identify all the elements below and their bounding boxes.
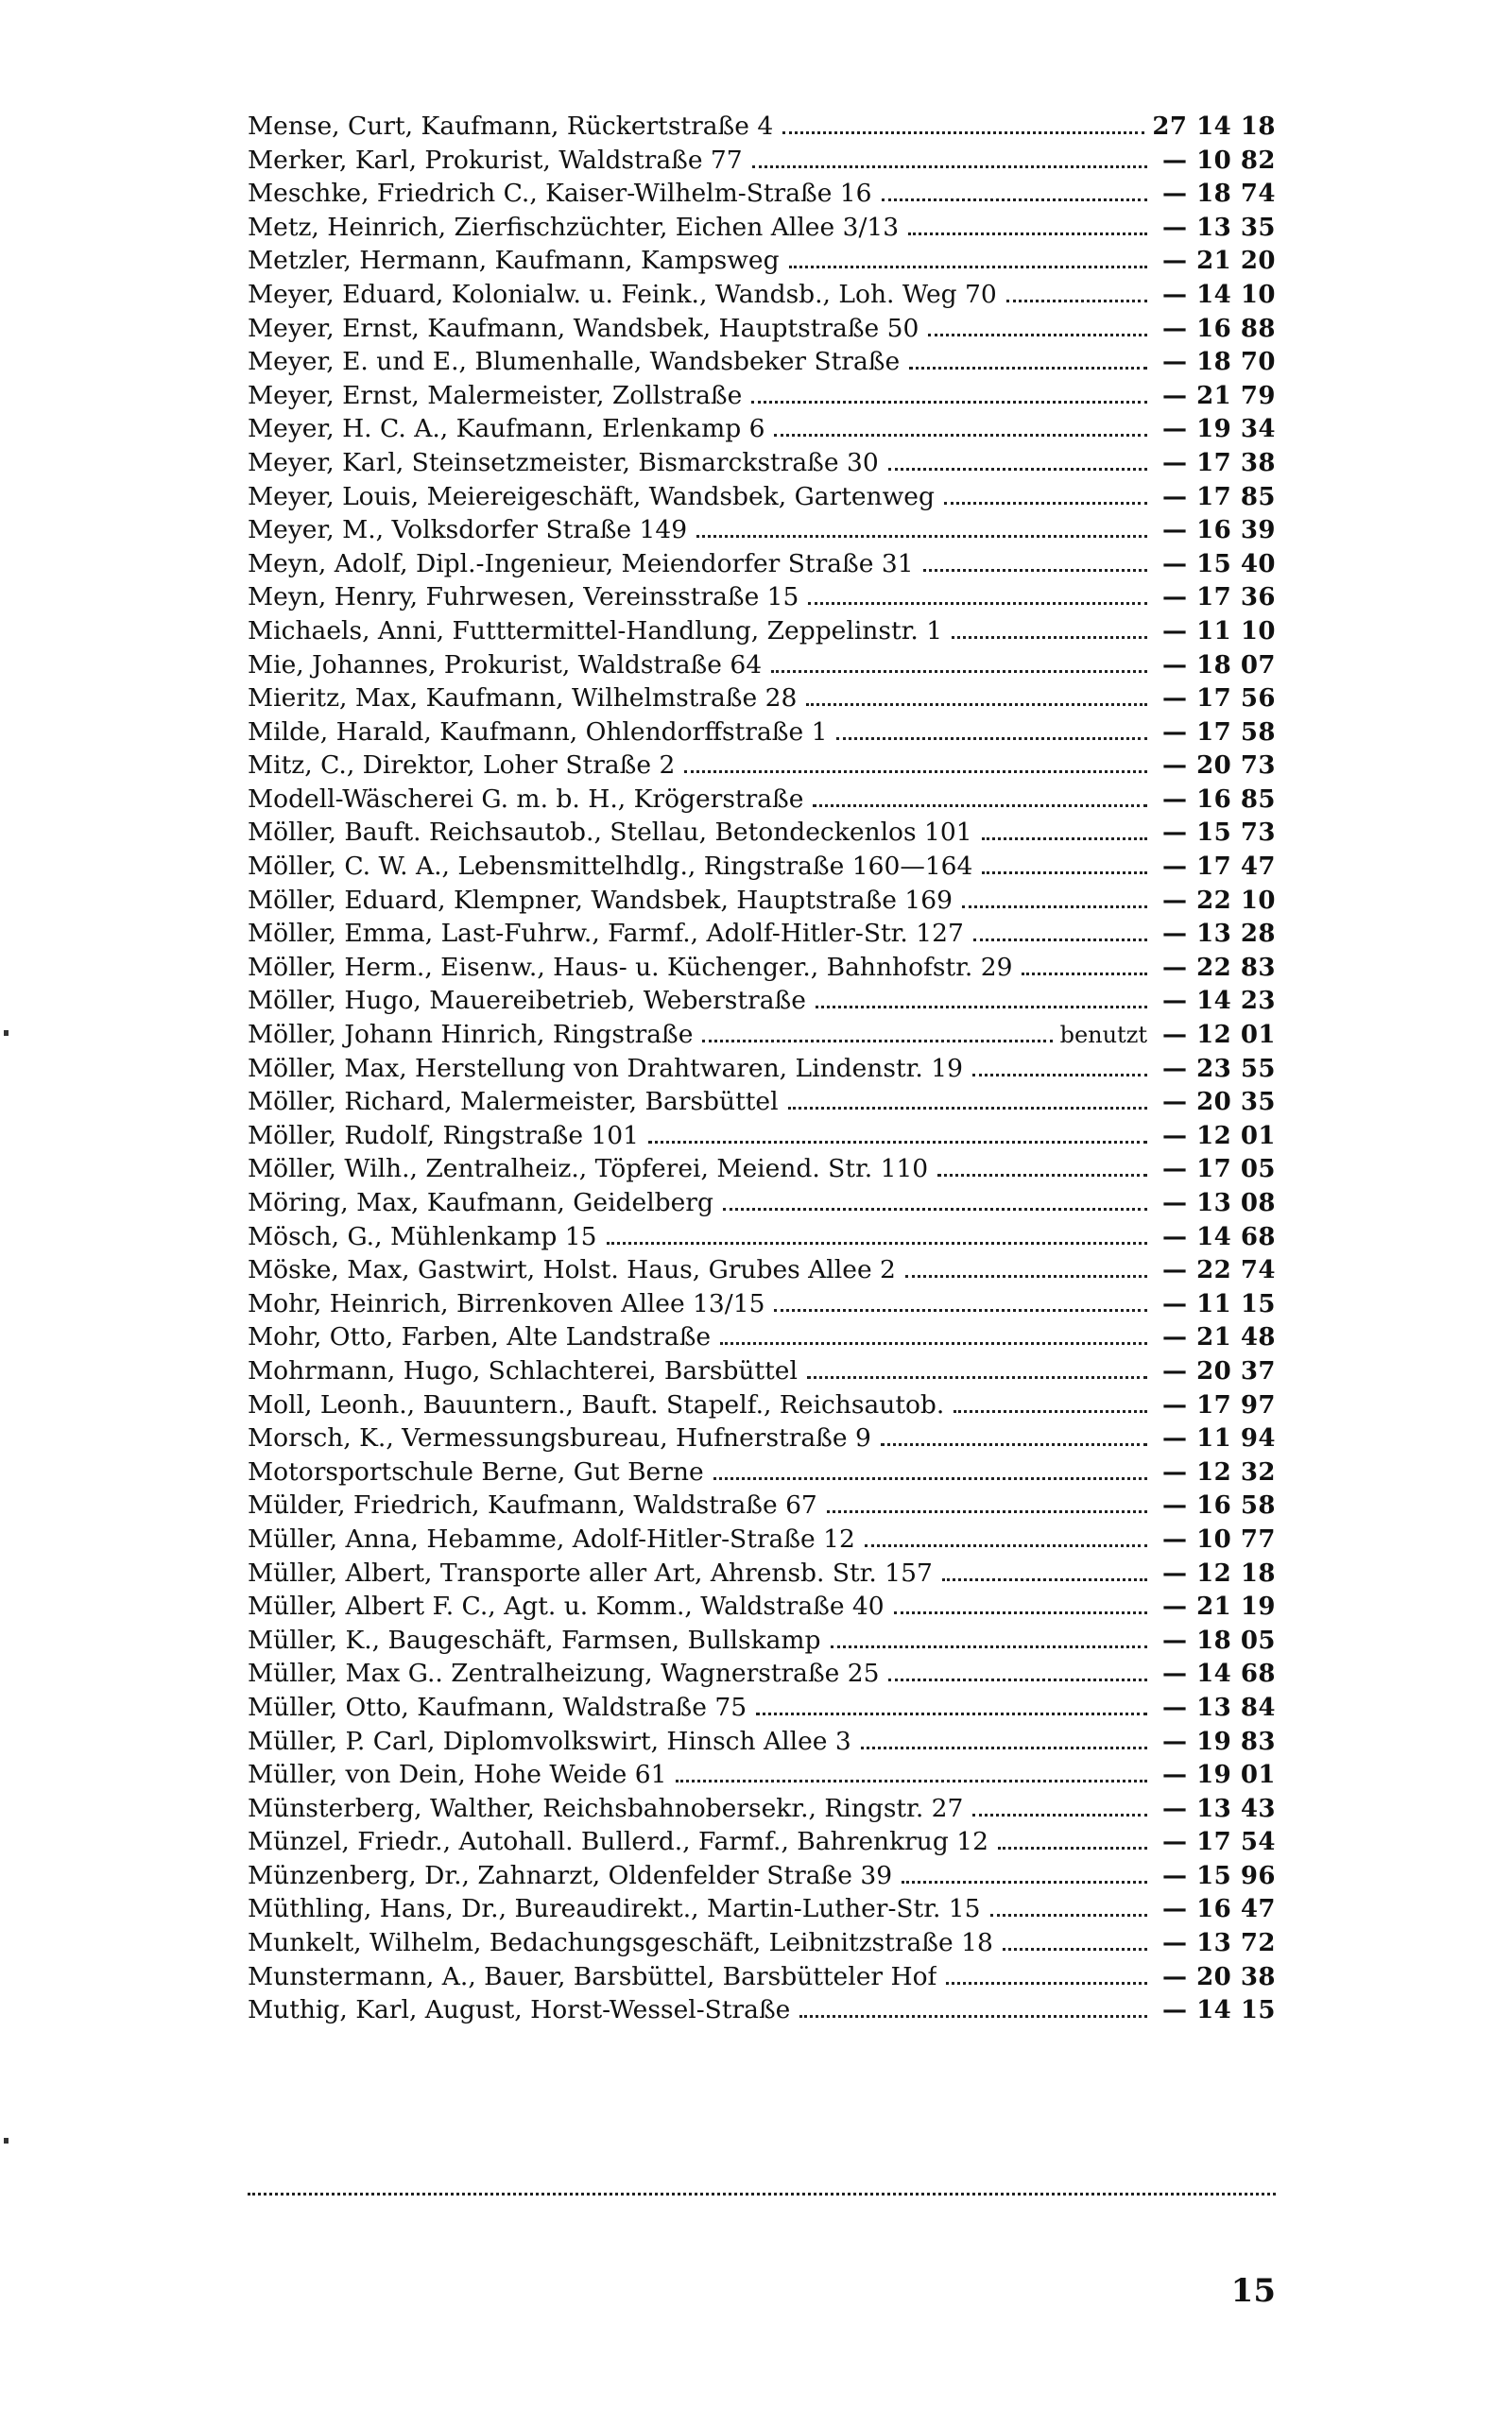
entry-text: Muthig, Karl, August, Horst-Wessel-Straße: [248, 1995, 791, 2025]
margin-mark: [4, 2138, 9, 2144]
dot-leader: [827, 1510, 1147, 1513]
dot-leader: [816, 1006, 1147, 1008]
entry-number: — 18 70: [1162, 348, 1276, 377]
dot-leader: [882, 198, 1147, 201]
entry-text: Müthling, Hans, Dr., Bureaudirekt., Martin-Luther-Str. 15: [248, 1894, 981, 1924]
entry-text: Möller, C. W. A., Lebensmittelhdlg., Ringstraße 160—164: [248, 852, 973, 882]
entry-number: — 22 10: [1162, 886, 1276, 915]
entry-number: — 15 96: [1162, 1861, 1276, 1890]
entry-number: — 12 01: [1162, 1121, 1276, 1150]
entry-number: — 16 47: [1162, 1895, 1276, 1924]
directory-entry: [248, 1287, 1276, 1321]
dot-leader: [696, 535, 1147, 538]
entry-text: Möller, Max, Herstellung von Drahtwaren, Lindenstr. 19: [248, 1053, 963, 1083]
directory-entry: [248, 917, 1276, 951]
directory-entry: [248, 1354, 1276, 1388]
entry-number: — 15 73: [1162, 818, 1276, 848]
entry-text: Mohr, Otto, Farben, Alte Landstraße: [248, 1322, 712, 1352]
dot-leader: [720, 1342, 1147, 1345]
entry-number: — 19 34: [1162, 415, 1276, 444]
directory-entry: [248, 1421, 1276, 1455]
dot-leader: [861, 1747, 1147, 1749]
dot-leader: [888, 468, 1147, 471]
dot-leader: [789, 266, 1147, 268]
directory-entry: [248, 1825, 1276, 1859]
dot-leader: [813, 804, 1147, 807]
entry-text: Meyer, H. C. A., Kaufmann, Erlenkamp 6: [248, 414, 765, 444]
directory-entry: [248, 211, 1276, 245]
entry-number: — 22 74: [1162, 1256, 1276, 1285]
directory-entry: [248, 1388, 1276, 1422]
entry-text: Mülder, Friedrich, Kaufmann, Waldstraße 67: [248, 1490, 817, 1521]
entry-number: — 13 72: [1162, 1929, 1276, 1958]
entry-text: Meyer, Ernst, Kaufmann, Wandsbek, Hauptstraße 50: [248, 313, 919, 343]
entry-number: — 13 43: [1162, 1794, 1276, 1823]
entry-number: — 13 35: [1162, 213, 1276, 242]
entry-number: — 11 10: [1162, 616, 1276, 646]
directory-entry: [248, 177, 1276, 211]
entry-number: — 18 05: [1162, 1626, 1276, 1655]
dot-leader: [774, 1309, 1147, 1312]
directory-entry: [248, 1624, 1276, 1658]
entry-number: — 16 85: [1162, 784, 1276, 814]
entry-number: — 21 79: [1162, 381, 1276, 410]
directory-entry: [248, 1993, 1276, 2027]
entry-text: Müller, von Dein, Hohe Weide 61: [248, 1760, 667, 1790]
directory-entry: [248, 1758, 1276, 1792]
entry-number: — 21 19: [1162, 1593, 1276, 1622]
dot-leader: [774, 434, 1147, 437]
dot-leader: [998, 1847, 1147, 1850]
entry-text: Motorsportschule Berne, Gut Berne: [248, 1456, 704, 1487]
directory-entry: [248, 580, 1276, 614]
entry-text: Meyer, Eduard, Kolonialw. u. Feink., Wandsb., Loh. Weg 70: [248, 279, 997, 309]
dot-leader: [648, 1141, 1147, 1144]
dot-leader: [982, 837, 1147, 840]
entry-note: benutzt: [1059, 1022, 1147, 1049]
dot-leader: [1022, 973, 1147, 975]
entry-text: Müller, P. Carl, Diplomvolkswirt, Hinsch Allee 3: [248, 1726, 851, 1756]
entry-number: — 23 55: [1162, 1054, 1276, 1083]
entry-text: Morsch, K., Vermessungsbureau, Hufnerstraße 9: [248, 1423, 871, 1454]
entry-number: — 17 05: [1162, 1155, 1276, 1184]
entry-text: Münzenberg, Dr., Zahnarzt, Oldenfelder Straße 39: [248, 1860, 893, 1890]
dot-leader: [944, 502, 1147, 505]
entry-text: Meyer, E. und E., Blumenhalle, Wandsbeker Straße: [248, 347, 901, 377]
directory-entry: [248, 1859, 1276, 1893]
directory-entry: [248, 1557, 1276, 1591]
entry-number: — 18 74: [1162, 180, 1276, 209]
entry-number: — 17 56: [1162, 684, 1276, 714]
entry-text: Möller, Bauft. Reichsautob., Stellau, Betondeckenlos 101: [248, 818, 972, 848]
entry-text: Möske, Max, Gastwirt, Holst. Haus, Grubes Allee 2: [248, 1255, 896, 1285]
dot-leader: [836, 737, 1147, 740]
dot-leader: [894, 1611, 1147, 1614]
entry-text: Mohr, Heinrich, Birrenkoven Allee 13/15: [248, 1288, 765, 1318]
entry-number: — 16 88: [1162, 314, 1276, 343]
directory-entries: [248, 110, 1276, 2027]
entry-number: — 11 94: [1162, 1424, 1276, 1454]
entry-text: Müller, Otto, Kaufmann, Waldstraße 75: [248, 1692, 747, 1722]
entry-number: — 20 37: [1162, 1356, 1276, 1386]
entry-text: Mie, Johannes, Prokurist, Waldstraße 64: [248, 649, 763, 680]
dot-leader: [684, 770, 1147, 773]
dot-leader: [752, 165, 1147, 168]
entry-number: — 14 68: [1162, 1222, 1276, 1251]
entry-text: Meyer, Louis, Meiereigeschäft, Wandsbek, Gartenweg: [248, 481, 935, 511]
directory-entry: [248, 1085, 1276, 1119]
entry-number: — 14 23: [1162, 987, 1276, 1016]
directory-entry: [248, 1253, 1276, 1287]
entry-text: Mieritz, Max, Kaufmann, Wilhelmstraße 28: [248, 683, 798, 714]
directory-entry: [248, 345, 1276, 379]
dot-leader: [1006, 300, 1147, 302]
footer-dotted-rule: [248, 2193, 1276, 2196]
dot-leader: [806, 703, 1147, 706]
dot-leader: [928, 334, 1147, 336]
entry-text: Meyer, M., Volksdorfer Straße 149: [248, 515, 688, 545]
entry-number: — 19 01: [1162, 1761, 1276, 1790]
directory-entry: [248, 1960, 1276, 1994]
entry-number: — 20 38: [1162, 1962, 1276, 1991]
dot-leader: [881, 1443, 1147, 1446]
directory-entry: [248, 681, 1276, 715]
entry-number: — 16 58: [1162, 1491, 1276, 1521]
directory-entry: [248, 850, 1276, 884]
entry-text: Möller, Hugo, Mauereibetrieb, Weberstraße: [248, 986, 806, 1016]
entry-number: — 20 73: [1162, 751, 1276, 781]
dot-leader: [982, 871, 1147, 874]
directory-entry: [248, 1691, 1276, 1725]
entry-text: Munkelt, Wilhelm, Bedachungsgeschäft, Leibnitzstraße 18: [248, 1928, 993, 1958]
dot-leader: [952, 636, 1147, 639]
dot-leader: [782, 131, 1144, 134]
entry-text: Münsterberg, Walther, Reichsbahnobersekr., Ringstr. 27: [248, 1793, 964, 1823]
entry-text: Merker, Karl, Prokurist, Waldstraße 77: [248, 145, 743, 175]
entry-text: Metzler, Hermann, Kaufmann, Kampsweg: [248, 246, 780, 276]
entry-number: — 11 15: [1162, 1289, 1276, 1318]
directory-entry: [248, 816, 1276, 850]
entry-number: — 17 38: [1162, 448, 1276, 477]
entry-number: — 13 08: [1162, 1189, 1276, 1217]
page-number: 15: [1230, 2272, 1276, 2310]
entry-number: — 12 18: [1162, 1559, 1276, 1588]
entry-text: Möller, Johann Hinrich, Ringstraße: [248, 1020, 694, 1050]
entry-text: Meschke, Friedrich C., Kaiser-Wilhelm-Straße 16: [248, 179, 872, 209]
entry-number: — 14 68: [1162, 1660, 1276, 1689]
directory-entry: [248, 1320, 1276, 1354]
dot-leader: [607, 1242, 1147, 1245]
entry-number: — 20 35: [1162, 1088, 1276, 1117]
dot-leader: [990, 1914, 1147, 1917]
directory-entry: [248, 1455, 1276, 1490]
entry-number: — 17 97: [1162, 1390, 1276, 1420]
entry-number: 27 14 18: [1152, 112, 1276, 141]
directory-entry: [248, 648, 1276, 682]
directory-entry: [248, 1926, 1276, 1960]
dot-leader: [702, 1040, 1052, 1042]
directory-entry: [248, 1725, 1276, 1759]
dot-leader: [973, 939, 1147, 941]
entry-text: Müller, Anna, Hebamme, Adolf-Hitler-Straße 12: [248, 1524, 855, 1554]
directory-entry: [248, 547, 1276, 581]
dot-leader: [808, 602, 1147, 605]
directory-entry: [248, 480, 1276, 514]
directory-entry: [248, 278, 1276, 312]
directory-entry: [248, 1152, 1276, 1186]
entry-text: Modell-Wäscherei G. m. b. H., Krögerstraße: [248, 784, 804, 814]
entry-text: Metz, Heinrich, Zierfischzüchter, Eichen Allee 3/13: [248, 212, 900, 242]
dot-leader: [962, 905, 1147, 908]
entry-text: Müller, K., Baugeschäft, Farmsen, Bullskamp: [248, 1625, 821, 1655]
margin-mark: [4, 1030, 9, 1036]
directory-entry: [248, 783, 1276, 817]
directory-entry: [248, 144, 1276, 178]
entry-number: — 12 32: [1162, 1457, 1276, 1487]
directory-entry: [248, 1523, 1276, 1557]
entry-text: Meyn, Henry, Fuhrwesen, Vereinsstraße 15: [248, 582, 799, 612]
dot-leader: [676, 1780, 1147, 1782]
directory-entry: [248, 1018, 1276, 1052]
entry-text: Möller, Emma, Last-Fuhrw., Farmf., Adolf-Hitler-Str. 127: [248, 919, 964, 949]
entry-text: Moll, Leonh., Bauuntern., Bauft. Stapelf., Reichsautob.: [248, 1389, 945, 1420]
directory-entry: [248, 1489, 1276, 1523]
directory-entry: [248, 379, 1276, 413]
entry-number: — 18 07: [1162, 650, 1276, 680]
directory-entry: [248, 984, 1276, 1018]
entry-text: Möring, Max, Kaufmann, Geidelberg: [248, 1188, 713, 1217]
entry-number: — 14 15: [1162, 1996, 1276, 2025]
dot-leader: [942, 1578, 1147, 1581]
directory-entry: [248, 1186, 1276, 1220]
dot-leader: [756, 1713, 1147, 1715]
entry-number: — 19 83: [1162, 1727, 1276, 1756]
entry-number: — 13 28: [1162, 920, 1276, 949]
entry-number: — 16 39: [1162, 516, 1276, 545]
entry-number: — 21 48: [1162, 1323, 1276, 1352]
entry-text: Munstermann, A., Bauer, Barsbüttel, Barsbütteler Hof: [248, 1961, 937, 1991]
entry-text: Möller, Rudolf, Ringstraße 101: [248, 1120, 640, 1150]
dot-leader: [1003, 1948, 1147, 1951]
entry-text: Meyer, Karl, Steinsetzmeister, Bismarckstraße 30: [248, 447, 879, 477]
entry-text: Möller, Eduard, Klempner, Wandsbek, Hauptstraße 169: [248, 885, 953, 915]
entry-text: Milde, Harald, Kaufmann, Ohlendorffstraße 1: [248, 716, 828, 747]
directory-entry: [248, 749, 1276, 783]
dot-leader: [909, 367, 1147, 370]
entry-number: — 17 36: [1162, 583, 1276, 612]
entry-number: — 14 10: [1162, 280, 1276, 309]
entry-number: — 17 47: [1162, 852, 1276, 882]
entry-text: Müller, Albert F. C., Agt. u. Komm., Waldstraße 40: [248, 1592, 885, 1622]
dot-leader: [946, 1982, 1147, 1985]
entry-number: — 10 77: [1162, 1524, 1276, 1554]
entry-text: Möller, Richard, Malermeister, Barsbüttel: [248, 1087, 779, 1117]
directory-entry: [248, 1119, 1276, 1153]
directory-entry: [248, 110, 1276, 144]
entry-text: Möller, Herm., Eisenw., Haus- u. Küchenger., Bahnhofstr. 29: [248, 952, 1013, 982]
dot-leader: [923, 569, 1147, 572]
entry-text: Möller, Wilh., Zentralheiz., Töpferei, Meiend. Str. 110: [248, 1154, 929, 1184]
dot-leader: [799, 2015, 1147, 2018]
directory-entry: [248, 513, 1276, 547]
entry-text: Meyer, Ernst, Malermeister, Zollstraße: [248, 380, 743, 410]
directory-entry: [248, 1792, 1276, 1826]
directory-entry: [248, 1220, 1276, 1254]
dot-leader: [905, 1275, 1147, 1278]
entry-text: Müller, Max G.. Zentralheizung, Wagnerstraße 25: [248, 1659, 880, 1689]
directory-entry: [248, 1052, 1276, 1086]
entry-text: Meyn, Adolf, Dipl.-Ingenieur, Meiendorfer Straße 31: [248, 548, 914, 578]
directory-entry: [248, 446, 1276, 480]
dot-leader: [751, 401, 1147, 404]
entry-number: — 13 84: [1162, 1693, 1276, 1722]
dot-leader: [831, 1645, 1147, 1648]
entry-text: Mitz, C., Direktor, Loher Straße 2: [248, 750, 676, 781]
directory-entry: [248, 412, 1276, 446]
dot-leader: [723, 1208, 1147, 1211]
entry-number: — 10 82: [1162, 146, 1276, 175]
dot-leader: [713, 1477, 1147, 1480]
directory-entry: [248, 312, 1276, 346]
entry-number: — 12 01: [1162, 1021, 1276, 1050]
entry-text: Mense, Curt, Kaufmann, Rückertstraße 4: [248, 112, 774, 141]
dot-leader: [902, 1881, 1147, 1884]
directory-entry: [248, 1892, 1276, 1926]
directory-entry: [248, 244, 1276, 278]
entry-text: Müller, Albert, Transporte aller Art, Ahrensb. Str. 157: [248, 1558, 933, 1588]
dot-leader: [888, 1679, 1147, 1681]
dot-leader: [865, 1544, 1147, 1547]
dot-leader: [807, 1376, 1147, 1379]
dot-leader: [908, 232, 1147, 235]
entry-number: — 17 85: [1162, 482, 1276, 511]
directory-entry: [248, 614, 1276, 648]
entry-text: Michaels, Anni, Futttermittel-Handlung, Zeppelinstr. 1: [248, 615, 943, 646]
dot-leader: [972, 1814, 1147, 1817]
directory-entry: [248, 884, 1276, 918]
entry-number: — 22 83: [1162, 953, 1276, 982]
directory-entry: [248, 1657, 1276, 1691]
entry-text: Münzel, Friedr., Autohall. Bullerd., Farmf., Bahrenkrug 12: [248, 1827, 988, 1857]
dot-leader: [771, 670, 1147, 673]
dot-leader: [937, 1174, 1147, 1177]
directory-entry: [248, 1590, 1276, 1624]
dot-leader: [972, 1074, 1147, 1076]
entry-number: — 17 54: [1162, 1828, 1276, 1857]
dot-leader: [788, 1107, 1147, 1110]
entry-number: — 17 58: [1162, 717, 1276, 747]
entry-number: — 15 40: [1162, 549, 1276, 578]
directory-entry: [248, 715, 1276, 749]
dot-leader: [954, 1410, 1147, 1413]
directory-entry: [248, 951, 1276, 985]
entry-text: Mohrmann, Hugo, Schlachterei, Barsbüttel: [248, 1355, 798, 1386]
entry-text: Mösch, G., Mühlenkamp 15: [248, 1221, 597, 1251]
entry-number: — 21 20: [1162, 247, 1276, 276]
